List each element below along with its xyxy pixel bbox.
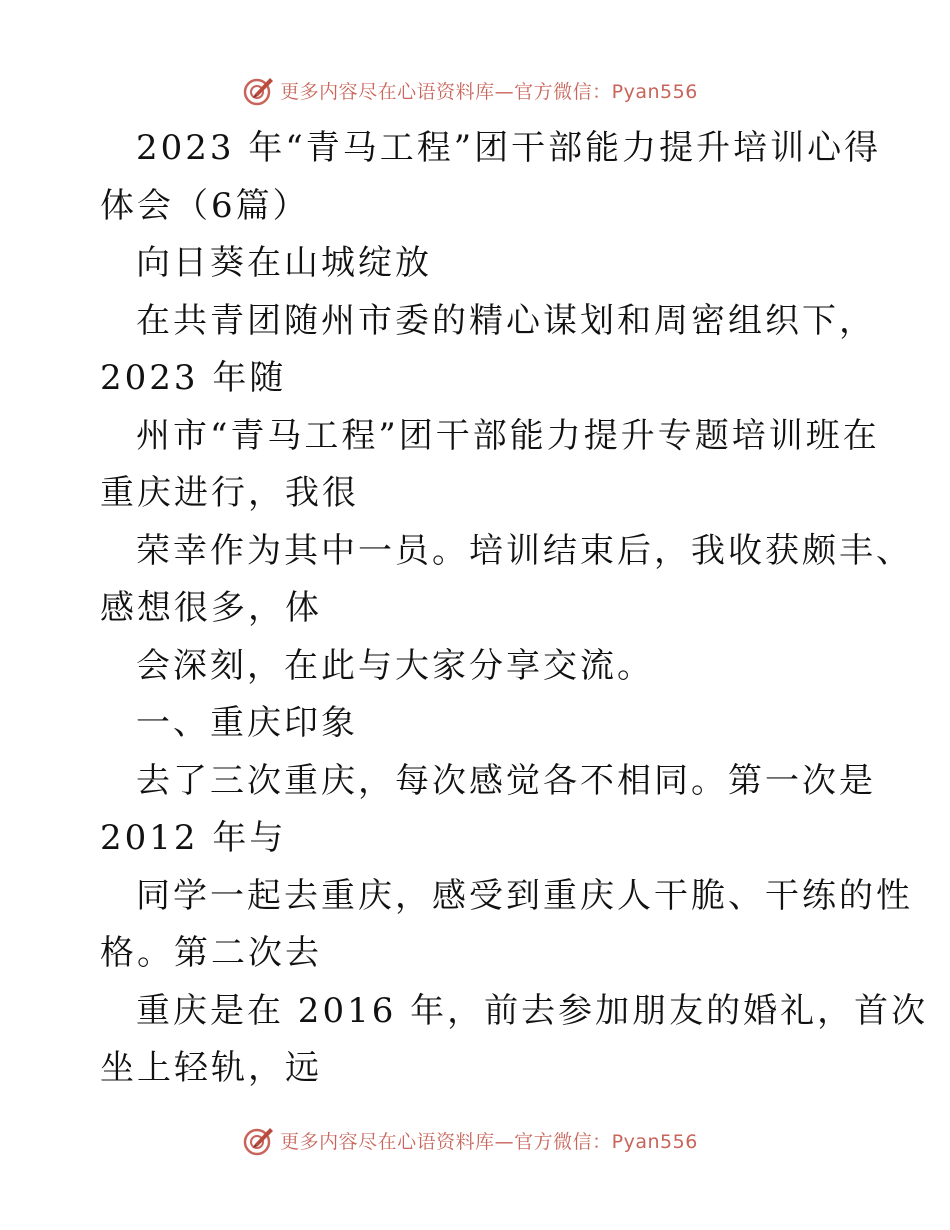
text-line: 向日葵在山城绽放 (136, 243, 432, 283)
text-line: 格。第二次去 (100, 933, 322, 973)
footer-watermark (0, 1120, 950, 1160)
document-body (100, 120, 929, 1098)
text-line: 荣幸作为其中一员。培训结束后，我收获颇丰、 (136, 530, 913, 571)
text-line: 重庆进行，我很 (100, 473, 359, 513)
pen-nib-logo-icon (242, 73, 276, 107)
text-line: 同学一起去重庆，感受到重庆人干脆、干练的性 (136, 875, 913, 916)
text-line: 会深刻，在此与大家分享交流。 (136, 645, 654, 686)
watermark-text: 更多内容尽在心语资料库—官方微信：Pyan556 (280, 1130, 698, 1153)
text-line: 坐上轻轨，远 (100, 1048, 322, 1088)
text-line: 2023 年随 (100, 358, 287, 398)
watermark-text: 更多内容尽在心语资料库—官方微信：Pyan556 (280, 80, 698, 103)
text-line: 2012 年与 (100, 818, 287, 858)
text-line: 重庆是在 2016 年，前去参加朋友的婚礼，首次 (136, 990, 929, 1031)
text-line: 体会（6篇） (100, 185, 310, 226)
text-line: 2023 年“青马工程”团干部能力提升培训心得 (136, 128, 882, 168)
header-watermark (0, 70, 950, 110)
text-line: 州市“青马工程”团干部能力提升专题培训班在 (136, 415, 880, 456)
text-line: 去了三次重庆，每次感觉各不相同。第一次是 (136, 760, 876, 801)
text-line: 一、重庆印象 (136, 703, 358, 743)
text-line: 感想很多，体 (100, 588, 322, 628)
text-line: 在共青团随州市委的精心谋划和周密组织下， (136, 300, 876, 341)
pen-nib-logo-icon (242, 1123, 276, 1157)
